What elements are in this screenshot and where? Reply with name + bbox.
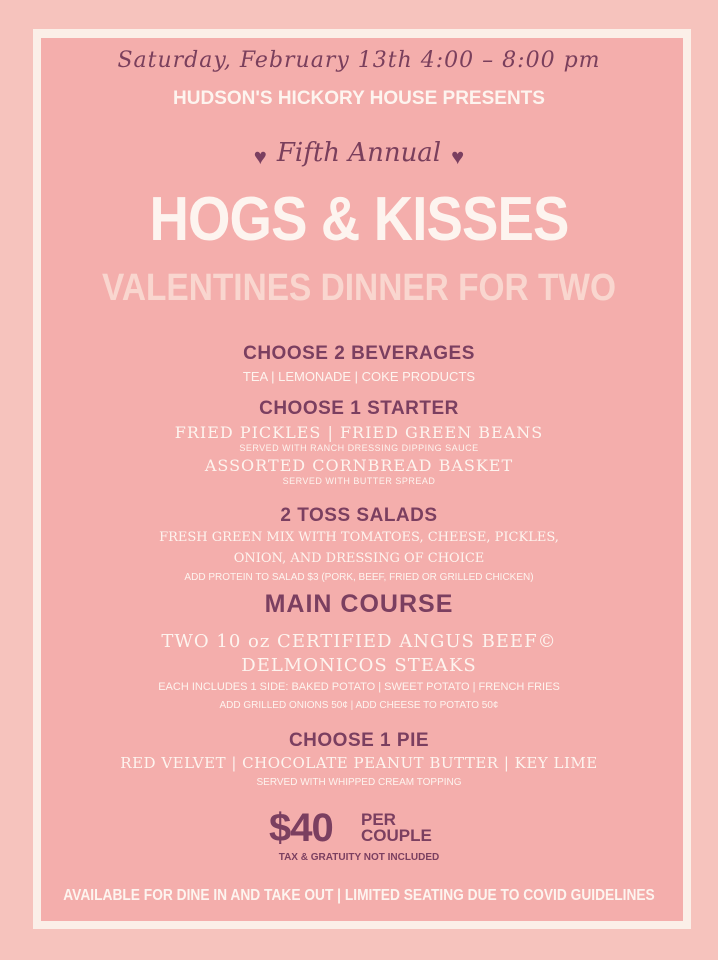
beverages-items: TEA | LEMONADE | COKE PRODUCTS xyxy=(242,369,476,384)
price-per: PER xyxy=(361,810,396,829)
presenter-line: HUDSON'S HICKORY HOUSE PRESENTS xyxy=(173,88,545,109)
starter-note1: SERVED WITH RANCH DRESSING DIPPING SAUCE xyxy=(239,443,479,453)
event-subtitle: VALENTINES DINNER FOR TWO xyxy=(101,267,616,309)
pie-items: RED VELVET | CHOCOLATE PEANUT BUTTER | KEY LIME xyxy=(120,754,598,772)
pie-heading: CHOOSE 1 PIE xyxy=(288,730,430,751)
price-amount: $40 xyxy=(269,806,333,850)
salads-heading: 2 TOSS SALADS xyxy=(280,505,438,526)
starter-heading: CHOOSE 1 STARTER xyxy=(259,398,459,419)
main-heading: MAIN COURSE xyxy=(264,590,454,618)
annual-text: Fifth Annual xyxy=(276,138,442,168)
main-line2: DELMONICOS STEAKS xyxy=(241,655,477,676)
starter-line2: ASSORTED CORNBREAD BASKET xyxy=(204,456,514,475)
heart-icon: ♥ xyxy=(451,143,465,169)
salads-line2: ONION, AND DRESSING OF CHOICE xyxy=(233,551,485,566)
salads-note: ADD PROTEIN TO SALAD $3 (PORK, BEEF, FRIED OR GRILLED CHICKEN) xyxy=(184,572,534,583)
annual-row xyxy=(0,138,718,170)
pie-note: SERVED WITH WHIPPED CREAM TOPPING xyxy=(256,777,462,788)
main-note2: ADD GRILLED ONIONS 50¢ | ADD CHEESE TO POTATO 50¢ xyxy=(219,700,499,711)
starter-line1: FRIED PICKLES | FRIED GREEN BEANS xyxy=(174,423,544,442)
price-block xyxy=(0,806,718,850)
main-note1: EACH INCLUDES 1 SIDE: BAKED POTATO | SWEET POTATO | FRENCH FRIES xyxy=(158,681,560,693)
date-line: Saturday, February 13th 4:00 – 8:00 pm xyxy=(117,48,601,73)
salads-line1: FRESH GREEN MIX WITH TOMATOES, CHEESE, PICKLES, xyxy=(159,530,559,545)
price-couple: COUPLE xyxy=(361,826,432,845)
event-title: HOGS & KISSES xyxy=(149,185,569,254)
main-line1: TWO 10 oz CERTIFIED ANGUS BEEF© xyxy=(161,631,557,652)
starter-note2: SERVED WITH BUTTER SPREAD xyxy=(282,476,436,486)
tax-note: TAX & GRATUITY NOT INCLUDED xyxy=(278,852,440,863)
footer-text: AVAILABLE FOR DINE IN AND TAKE OUT | LIMITED SEATING DUE TO COVID GUIDELINES xyxy=(63,887,655,904)
beverages-heading: CHOOSE 2 BEVERAGES xyxy=(243,343,475,364)
heart-icon: ♥ xyxy=(253,143,267,169)
